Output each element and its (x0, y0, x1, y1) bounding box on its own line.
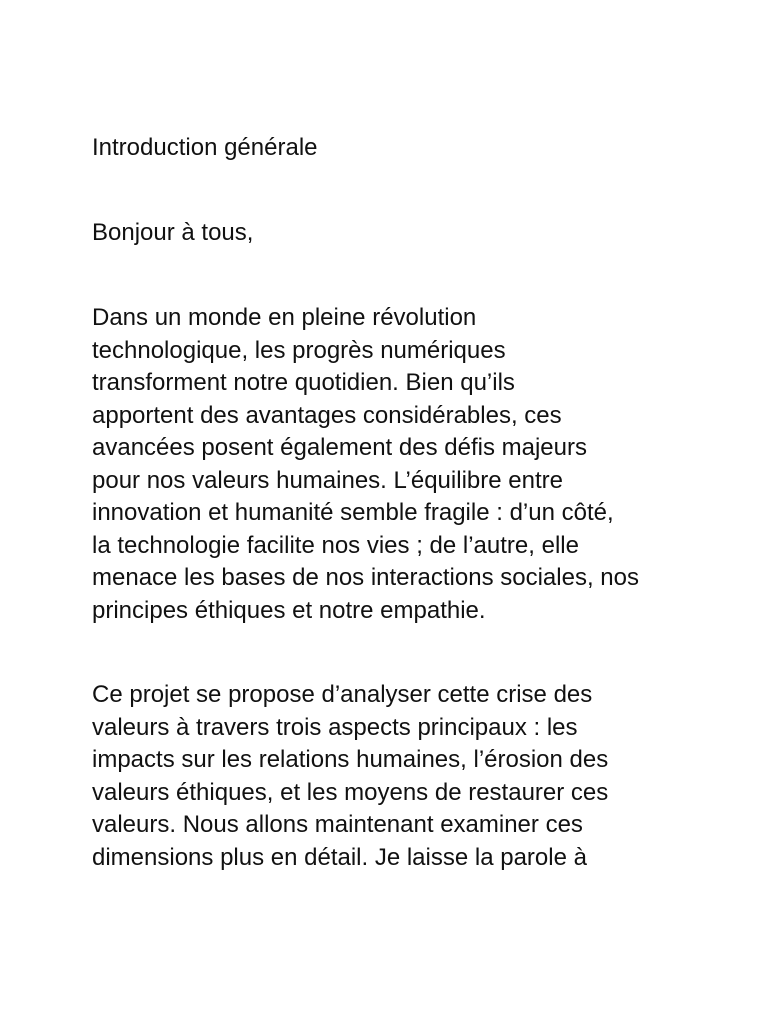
paragraph-line: Dans un monde en pleine révolution (92, 304, 477, 331)
paragraph-line: impacts sur les relations humaines, l’érosion des (92, 746, 609, 773)
paragraph-line: valeurs à travers trois aspects principaux : les (92, 713, 578, 741)
paragraph-line: la technologie facilite nos vies ; de l’autre, elle (92, 531, 579, 559)
greeting-paragraph (92, 217, 682, 250)
document-heading (92, 132, 682, 165)
project-paragraph (92, 679, 682, 874)
paragraph-line: Ce projet se propose d’analyser cette crise des (92, 681, 593, 708)
paragraph-line: menace les bases de nos interactions sociales, nos (92, 564, 639, 591)
paragraph-line: valeurs éthiques, et les moyens de restaurer ces (92, 778, 609, 806)
paragraph-line: apportent des avantages considérables, ces (92, 401, 562, 429)
intro-paragraph (92, 302, 682, 627)
paragraph-line: innovation et humanité semble fragile : d’un côté, (92, 499, 614, 526)
greeting-text: Bonjour à tous, (92, 219, 254, 246)
paragraph-line: technologique, les progrès numériques (92, 336, 506, 364)
paragraph-line: dimensions plus en détail. Je laisse la parole à (92, 843, 587, 871)
heading-text: Introduction générale (92, 134, 318, 161)
paragraph-line: principes éthiques et notre empathie. (92, 596, 486, 624)
paragraph-line: avancées posent également des défis majeurs (92, 434, 587, 461)
paragraph-line: valeurs. Nous allons maintenant examiner ces (92, 811, 583, 838)
paragraph-line: pour nos valeurs humaines. L’équilibre entre (92, 466, 563, 494)
paragraph-line: transforment notre quotidien. Bien qu’ils (92, 369, 515, 396)
